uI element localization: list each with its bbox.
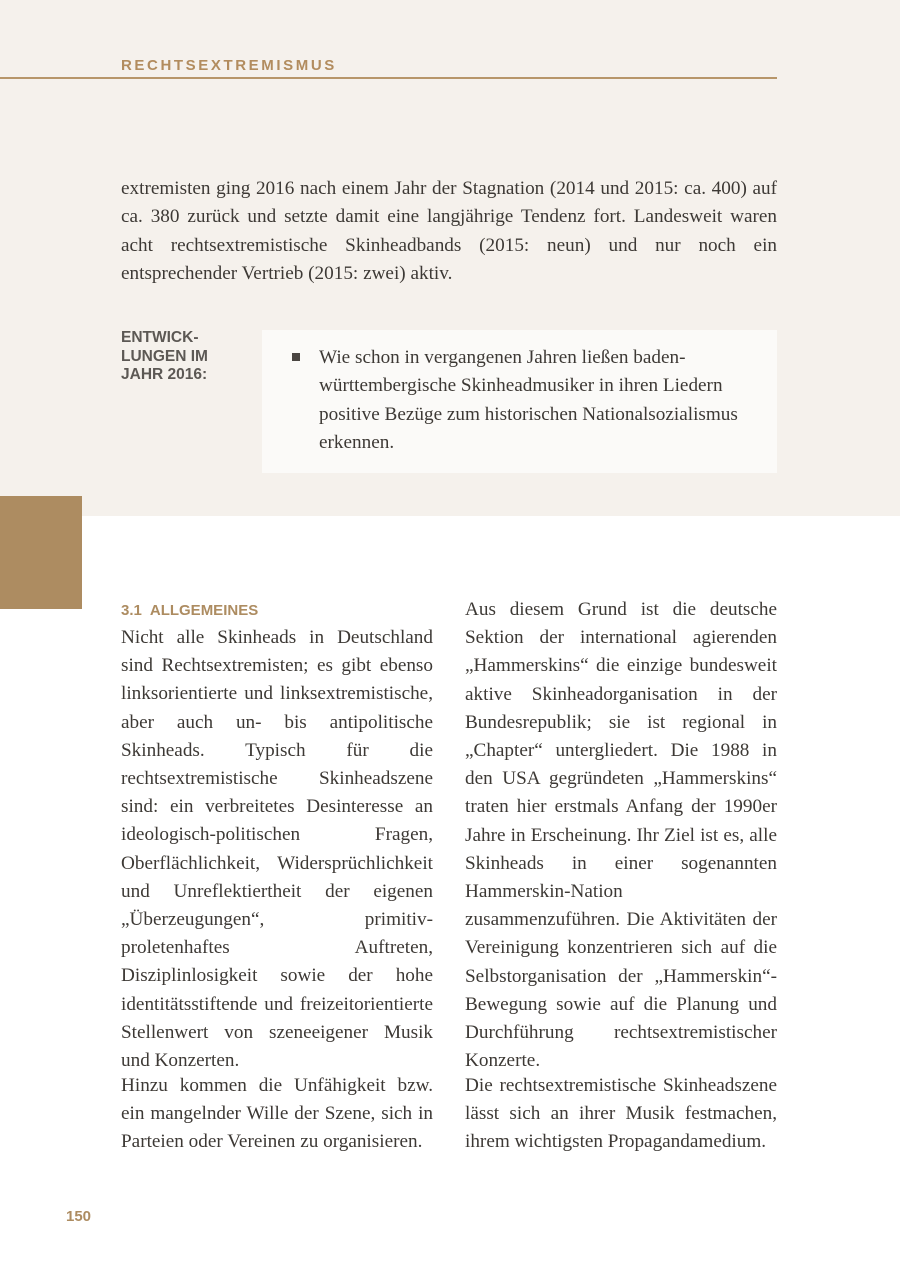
bullet-square-icon [292,353,300,361]
left-column-paragraph: Hinzu kommen die Unfähigkeit bzw. ein mangelnder Wille der Szene, sich in Parteien oder Vereinen zu organisieren. [121,1075,433,1153]
developments-label-line: JAHR 2016: [121,366,208,383]
left-column-paragraph: Nicht alle Skinheads in Deutschland sind Rechtsextremisten; es gibt ebenso linksorientierte und linksextremistische, aber auch un- bis antipolitische Skinheads. Typisch für die rechtsextremistische Skinheadszene sind: ein verbreitetes Desinteresse an ideologisch-politischen Fragen, Oberflächlichkeit, Widersprüchlichkeit und Unreflektiertheit der eigenen „Überzeugungen“, primitiv-proletenhaftes Auftreten, Disziplinlosigkeit sowie der hohe identitätsstiftende und freizeitorientierte Stellenwert von szeneeigener Musik und Konzerten. [121,627,433,1072]
page-number: 150 [66,1208,92,1225]
running-header: RECHTSEXTREMISMUS [121,57,337,74]
section-heading [121,602,258,619]
chapter-marker-block [0,496,82,609]
header-rule [0,77,777,79]
right-column-paragraph: Aus diesem Grund ist die deutsche Sektion der international agierenden „Hammerskins“ die einzige bundesweit aktive Skinheadorganisation in der Bundesrepublik; sie ist regional in „Chapter“ untergliedert. Die 1988 in den USA gegründeten „Hammerskins“ traten hier erstmals Anfang der 1990er Jahre in Erscheinung. Ihr Ziel ist es, alle Skinheads in einer sogenannten Hammerskin-Nation zusammenzuführen. Die Aktivitäten der Vereinigung konzentrieren sich auf die Selbstorganisation der „Hammerskin“-Bewegung sowie auf die Planung und Durchführung rechtsextremistischer Konzerte. [465,599,777,1072]
developments-label-line: LUNGEN IM [121,347,208,365]
section-number: 3.1 [121,602,142,619]
right-column-paragraph: Die rechtsextremistische Skinheadszene lässt sich an ihrer Musik festmachen, ihrem wichtigsten Propagandamedium. [465,1075,777,1153]
developments-label-line: ENTWICK- [121,329,199,346]
intro-paragraph: extremisten ging 2016 nach einem Jahr der Stagnation (2014 und 2015: ca. 400) auf ca. 380 zurück und setzte damit eine langjährige Tendenz fort. Landesweit waren acht rechtsextremistische Skinheadbands (2015: neun) und nur noch ein entsprechender Vertrieb (2015: zwei) aktiv. [121,178,777,284]
developments-label [121,329,251,385]
section-title: ALLGEMEINES [149,602,259,619]
development-bullet-text: Wie schon in vergangenen Jahren ließen baden-württembergische Skinheadmusiker in ihren Liedern positive Bezüge zum historischen Nationalsozialismus erkennen. [319,347,738,453]
